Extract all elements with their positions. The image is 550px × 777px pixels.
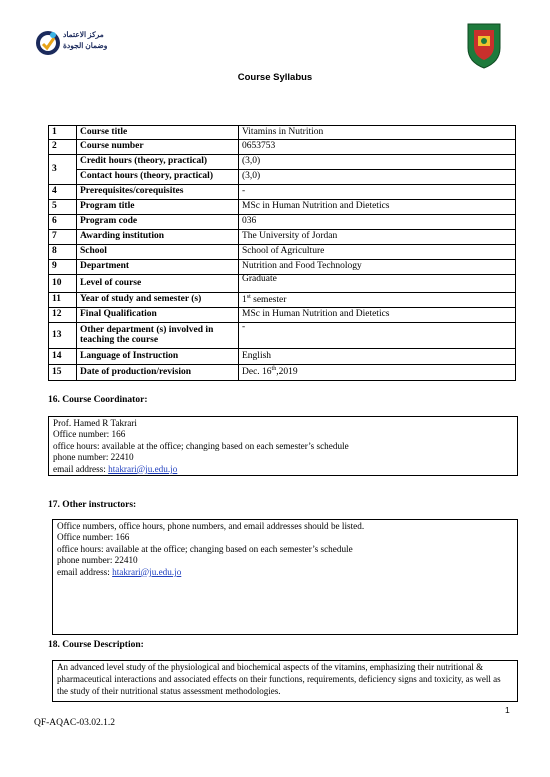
row-label: Credit hours (theory, practical)	[77, 155, 239, 170]
table-row	[49, 308, 516, 323]
coordinator-office-hours: office hours: available at the office; changing based on each semester’s schedule	[53, 440, 349, 451]
row-label: Language of Instruction	[77, 349, 239, 365]
row-value: Nutrition and Food Technology	[239, 260, 516, 275]
table-row	[49, 323, 516, 349]
row-value: School of Agriculture	[239, 245, 516, 260]
row-value: MSc in Human Nutrition and Dietetics	[239, 200, 516, 215]
quality-center-logo	[35, 26, 123, 66]
table-row	[49, 185, 516, 200]
row-label: Final Qualification	[77, 308, 239, 323]
row-number: 9	[49, 260, 77, 275]
instructors-heading: 17. Other instructors:	[48, 500, 137, 510]
instructors-email-link[interactable]: htakrari@ju.edu.jo	[112, 566, 182, 577]
description-text: An advanced level study of the physiological and biochemical aspects of the vitamins, emphasizing their nutritional & pharmaceutical interactions and associated effects on their functions, requirements, deficiency signs and toxicity, as well as the study of their nutritional status assessment methodologies.	[57, 662, 501, 696]
row-value: (3,0)	[239, 170, 516, 185]
row-label: Date of production/revision	[77, 365, 239, 381]
university-crest-logo	[464, 20, 504, 70]
row-number: 10	[49, 275, 77, 293]
email-label: email address:	[53, 463, 109, 474]
page-title: Course Syllabus	[237, 72, 313, 83]
table-row	[49, 349, 516, 365]
row-value: 0653753	[239, 140, 516, 155]
row-value: -	[239, 323, 516, 349]
row-label: Prerequisites/corequisites	[77, 185, 239, 200]
row-value: -	[239, 185, 516, 200]
table-row	[49, 260, 516, 275]
row-number: 5	[49, 200, 77, 215]
value-text: ,2019	[276, 367, 298, 378]
table-row	[49, 245, 516, 260]
value-superscript: st	[246, 293, 251, 300]
logo-text-line-1: مركز الاعتماد	[63, 30, 104, 39]
row-number: 13	[49, 323, 77, 349]
row-value: Graduate	[239, 275, 516, 293]
row-value: The University of Jordan	[239, 230, 516, 245]
form-code: QF-AQAC-03.02.1.2	[34, 718, 116, 728]
table-row	[49, 155, 516, 170]
email-label: email address:	[57, 566, 113, 577]
table-row	[49, 200, 516, 215]
row-number: 8	[49, 245, 77, 260]
row-value	[239, 293, 516, 308]
row-value: Vitamins in Nutrition	[239, 126, 516, 140]
value-superscript: th	[271, 366, 277, 373]
row-number: 11	[49, 293, 77, 308]
value-text: semester	[250, 295, 287, 306]
coordinator-email-link[interactable]: htakrari@ju.edu.jo	[108, 463, 178, 474]
value-text: 1	[242, 295, 247, 306]
row-value	[239, 365, 516, 381]
row-number: 14	[49, 349, 77, 365]
row-value: (3,0)	[239, 155, 516, 170]
coordinator-office-number: Office number: 166	[53, 429, 126, 440]
row-label: Contact hours (theory, practical)	[77, 170, 239, 185]
row-number: 3	[49, 155, 77, 185]
page-number: 1	[505, 705, 510, 715]
row-label: Course number	[77, 140, 239, 155]
course-info-table	[48, 125, 516, 381]
row-label: School	[77, 245, 239, 260]
logo-text-line-2: وضمان الجودة	[63, 41, 108, 50]
description-heading: 18. Course Description:	[48, 640, 144, 650]
instructors-email-line	[57, 567, 513, 578]
row-label: Program code	[77, 215, 239, 230]
coordinator-name: Prof. Hamed R Takrari	[53, 418, 137, 428]
row-number: 7	[49, 230, 77, 245]
instructors-note: Office numbers, office hours, phone numbers, and email addresses should be listed.	[57, 521, 365, 531]
description-box	[52, 660, 518, 702]
coordinator-email-line	[53, 464, 513, 475]
row-label: Year of study and semester (s)	[77, 293, 239, 308]
row-label: Program title	[77, 200, 239, 215]
row-number: 1	[49, 126, 77, 140]
row-number: 4	[49, 185, 77, 200]
row-number: 2	[49, 140, 77, 155]
table-row	[49, 170, 516, 185]
row-number: 12	[49, 308, 77, 323]
row-number: 6	[49, 215, 77, 230]
table-row	[49, 215, 516, 230]
row-value: English	[239, 349, 516, 365]
row-number: 15	[49, 365, 77, 381]
instructors-box	[52, 519, 518, 635]
coordinator-heading: 16. Course Coordinator:	[48, 395, 148, 405]
table-row	[49, 275, 516, 293]
instructors-office-hours: office hours: available at the office; changing based on each semester’s schedule	[57, 543, 353, 554]
instructors-office-number: Office number: 166	[57, 532, 130, 543]
row-value: MSc in Human Nutrition and Dietetics	[239, 308, 516, 323]
coordinator-phone: phone number: 22410	[53, 452, 134, 463]
instructors-phone: phone number: 22410	[57, 555, 138, 566]
table-row	[49, 140, 516, 155]
row-label: Other department (s) involved in teaching the course	[77, 323, 239, 349]
table-row	[49, 126, 516, 140]
table-row	[49, 230, 516, 245]
row-label: Department	[77, 260, 239, 275]
coordinator-box	[48, 416, 518, 476]
table-row	[49, 293, 516, 308]
row-label: Awarding institution	[77, 230, 239, 245]
row-label: Course title	[77, 126, 239, 140]
value-text: Dec. 16	[242, 367, 272, 378]
table-row	[49, 365, 516, 381]
row-label: Level of course	[77, 275, 239, 293]
row-value: 036	[239, 215, 516, 230]
